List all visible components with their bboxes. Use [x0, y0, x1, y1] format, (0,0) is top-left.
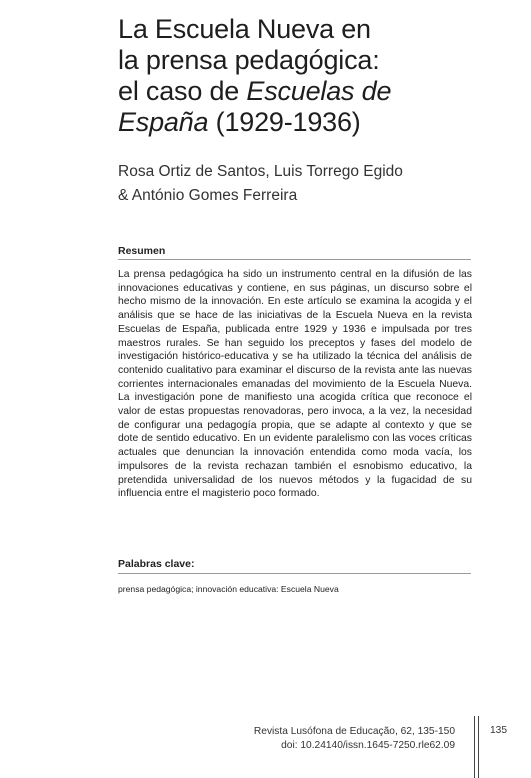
- title-journal-name-part-2: España: [118, 107, 209, 137]
- journal-citation: [254, 725, 455, 753]
- keywords-divider: [118, 573, 471, 574]
- abstract-divider: [118, 259, 471, 260]
- title-years: (1929-1936): [208, 107, 361, 137]
- doi: doi: 10.24140/issn.1645-7250.rle62.09: [281, 740, 455, 751]
- title-journal-name-part-1: Escuelas de: [246, 76, 392, 106]
- journal-reference: Revista Lusófona de Educação, 62, 135-150: [253, 726, 455, 737]
- authors: [118, 160, 498, 208]
- abstract-text: La prensa pedagógica ha sido un instrumento central en la difusión de las innovaciones educativas y contiene, en sus páginas, un discurso sobre el hecho mismo de la innovación. En este artículo se examina la acogida y el análisis que se hace de las iniciativas de la Escuela Nueva en la revista Escuelas de España, publicada entre 1929 y 1936 e impulsada por tres maestros rurales. Se han seguido los preceptos y fases del modelo de investigación histórico-educativa y se ha utilizado la técnica del análisis de contenido cualitativo para examinar el discurso de la revista ante las nuevas corrientes internacionales emanadas del movimiento de la Escuela Nueva. La investigación pone de manifiesto una acogida crítica que reconoce el valor de estas propuestas renovadoras, pero invoca, a la vez, la necesidad de configurar una pedagogía propia, que se adapte al contexto y que se dote de sentido educativo. En un evidente paralelismo con las voces críticas actuales que denuncian la innovación entendida como moda vacía, los impulsores de la revista rechazan también el esnobismo educativo, la pretendida universalidad de los nuevos métodos y la fugacidad de su influencia entre el magisterio poco formado.: [118, 269, 472, 500]
- keywords-text: prensa pedagógica; innovación educativa: Escuela Nueva: [118, 584, 339, 594]
- page-number: 135: [490, 725, 507, 736]
- footer-divider-left: [474, 716, 475, 778]
- keywords-heading: Palabras clave:: [118, 558, 195, 570]
- authors-line-1: Rosa Ortiz de Santos, Luis Torrego Egido: [118, 163, 403, 180]
- title-line-2: la prensa pedagógica:: [118, 45, 380, 75]
- footer-divider-right: [478, 716, 479, 778]
- abstract-heading: Resumen: [118, 245, 166, 257]
- article-title: [118, 14, 498, 138]
- title-line-3: el caso de: [118, 76, 247, 106]
- title-line-1: La Escuela Nueva en: [118, 14, 371, 44]
- authors-line-2: & António Gomes Ferreira: [118, 187, 298, 204]
